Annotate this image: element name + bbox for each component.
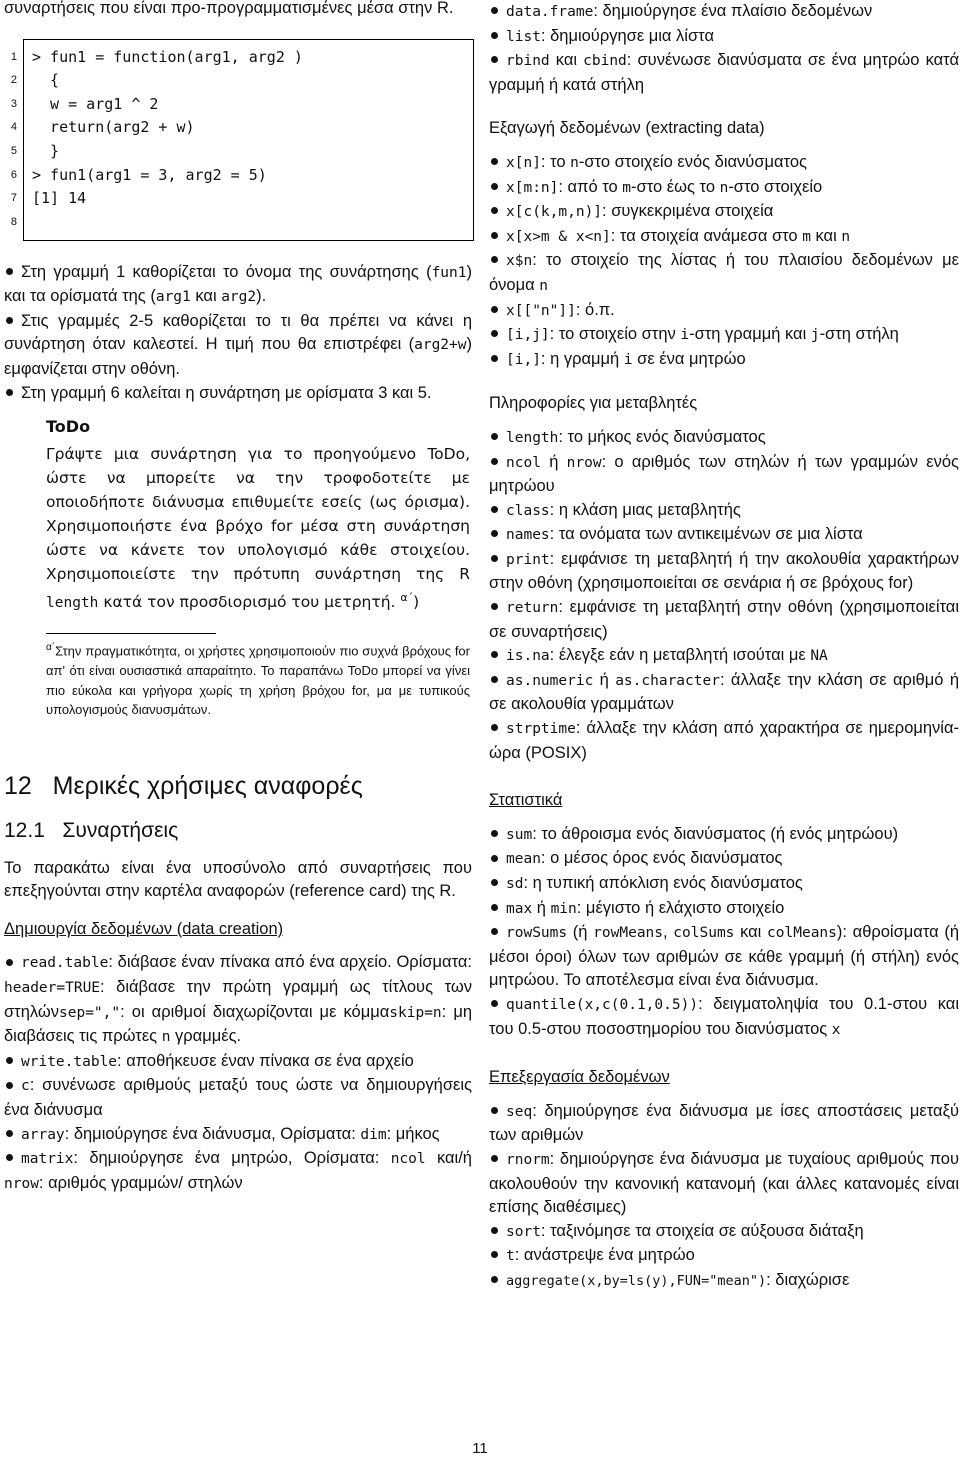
extract-list bbox=[489, 151, 959, 372]
list-item: x$n: το στοιχείο της λίστας ή του πλαισίου δεδομένων με όνομα n bbox=[489, 251, 959, 294]
creation-list-continued bbox=[489, 0, 959, 97]
line-number: 4 bbox=[10, 121, 17, 134]
creation-list bbox=[4, 951, 472, 1196]
list-item: list: δημιούργησε μια λίστα bbox=[489, 25, 959, 50]
right-column bbox=[489, 0, 959, 1294]
left-column bbox=[4, 0, 472, 1196]
list-item: ncol ή nrow: ο αριθμός των στηλών ή των γραμμών ενός μητρώου bbox=[489, 452, 959, 496]
line-number: 1 bbox=[10, 50, 17, 63]
code-line: w = arg1 ^ 2 bbox=[32, 94, 159, 113]
code-line: } bbox=[32, 141, 60, 160]
section-title: 12 Μερικές χρήσιμες αναφορές bbox=[4, 771, 363, 800]
list-item: strptime: άλλαξε την κλάση από χαρακτήρα σε ημερομηνία-ώρα (POSIX) bbox=[489, 719, 959, 762]
list-item: rowSums (ή rowMeans, colSums και colMeans): αθροίσματα (ή μέσοι όροι) όλων των αριθμών σε κάθε γραμμή (ή στήλη) ενός μητρώου. Το αποτέλεσμα είναι ένα διάνυσμα. bbox=[489, 923, 960, 990]
list-item: Στις γραμμές 2-5 καθορίζεται το τι θα πρέπει να κάνει η συνάρτηση όταν καλεστεί. Η τιμή που θα επιστρέφει (arg2+w) εμφανίζεται στην οθόνη. bbox=[4, 311, 472, 378]
todo-title: ToDo bbox=[46, 417, 91, 437]
line-number: 7 bbox=[10, 192, 17, 205]
list-item: return: εμφάνισε τη μεταβλητή στην οθόνη (χρησιμοποιείται σε συναρτήσεις) bbox=[489, 598, 959, 641]
line-number: 3 bbox=[10, 97, 17, 110]
list-item: x[x>m & x<n]: τα στοιχεία ανάμεσα στο m και n bbox=[489, 225, 959, 250]
list-item: matrix: δημιούργησε ένα μητρώο, Ορίσματα: ncol και/ή nrow: αριθμός γραμμών/ στηλών bbox=[4, 1149, 472, 1192]
code-line: [1] 14 bbox=[32, 189, 87, 208]
list-item: x[["n"]]: ό.π. bbox=[489, 299, 959, 324]
list-item: Στη γραμμή 1 καθορίζεται το όνομα της συνάρτησης (fun1) και τα ορίσματά της (arg1 και arg2). bbox=[4, 262, 472, 306]
creation-heading: Δημιουργία δεδομένων (data creation) bbox=[4, 919, 284, 938]
line-number: 5 bbox=[10, 144, 17, 157]
list-item: t: ανάστρεψε ένα μητρώο bbox=[489, 1244, 959, 1269]
processing-list bbox=[489, 1100, 959, 1294]
info-list bbox=[489, 426, 959, 765]
list-item: mean: ο μέσος όρος ενός διανύσματος bbox=[489, 847, 959, 872]
intro-text: συναρτήσεις που είναι προ-προγραμματισμένες μέσα στην R. bbox=[4, 0, 454, 17]
list-item: write.table: αποθήκευσε έναν πίνακα σε ένα αρχείο bbox=[4, 1050, 472, 1075]
list-item: rbind και cbind: συνένωσε διανύσματα σε ένα μητρώο κατά γραμμή ή κατά στήλη bbox=[489, 51, 960, 94]
list-item: rnorm: δημιούργησε ένα διάνυσμα με τυχαίους αριθμούς που ακολουθούν την κανονική κατανομή (και άλλες κατανομές είναι επίσης διαθέσιμες) bbox=[489, 1149, 959, 1217]
list-item: length: το μήκος ενός διανύσματος bbox=[489, 426, 959, 451]
processing-heading: Επεξεργασία δεδομένων bbox=[489, 1068, 670, 1087]
line-number: 6 bbox=[10, 168, 17, 181]
list-item: sd: η τυπική απόκλιση ενός διανύσματος bbox=[489, 872, 959, 897]
list-item: [i,]: η γραμμή i σε ένα μητρώο bbox=[489, 348, 959, 373]
list-item: as.numeric ή as.character: άλλαξε την κλάση σε αριθμό ή σε ακολουθία γραμμάτων bbox=[489, 670, 959, 714]
list-item: x[c(k,m,n)]: συγκεκριμένα στοιχεία bbox=[489, 200, 959, 225]
list-item: is.na: έλεγξε εάν η μεταβλητή ισούται με NA bbox=[489, 644, 959, 669]
code-line: > fun1 = function(arg1, arg2 ) bbox=[32, 47, 303, 66]
list-item: [i,j]: το στοιχείο στην i-στη γραμμή και j-στη στήλη bbox=[489, 323, 959, 348]
code-explanation-list bbox=[4, 261, 472, 406]
list-item: data.frame: δημιούργησε ένα πλαίσιο δεδομένων bbox=[489, 0, 959, 25]
subsection-intro: Το παρακάτω είναι ένα υποσύνολο από συναρτήσεις που επεξηγούνται στην καρτέλα αναφορών (reference card) της R. bbox=[4, 858, 472, 901]
list-item: x[n]: το n-στο στοιχείο ενός διανύσματος bbox=[489, 151, 959, 176]
list-item: array: δημιούργησε ένα διάνυσμα, Ορίσματα: dim: μήκος bbox=[4, 1123, 472, 1148]
list-item: read.table: διάβασε έναν πίνακα από ένα αρχείο. Ορίσματα: header=TRUE: διάβασε την πρώτη γραμμή ως τίτλους των στηλώνsep=",": οι αριθμοί διαχωρίζονται με κόμμαskip=n: μη διαβάσεις τις πρώτες n γραμμές. bbox=[4, 953, 473, 1046]
page-number: 11 bbox=[472, 1440, 488, 1457]
list-item: c: συνένωσε αριθμούς μεταξύ τους ώστε να δημιουργήσεις ένα διάνυσμα bbox=[4, 1076, 472, 1119]
info-heading: Πληροφορίες για μεταβλητές bbox=[489, 394, 698, 413]
list-item: class: η κλάση μιας μεταβλητής bbox=[489, 499, 959, 524]
list-item: print: εμφάνισε τη μεταβλητή ή την ακολουθία χαρακτήρων στην οθόνη (χρησιμοποιείται σε σενάρια ή σε βρόχους for) bbox=[489, 549, 959, 593]
list-item: sort: ταξινόμησε τα στοιχεία σε αύξουσα διάταξη bbox=[489, 1220, 959, 1245]
line-number: 2 bbox=[10, 74, 17, 87]
footnote: $^{\alpha΄}$Στην πραγματικότητα, οι χρήστες χρησιμοποιούν πιο συχνά βρόχους for απ' ότι είναι ουσιαστικά απαραίτητο. Το παραπάνω ToDo μπορεί να γίνει πιο εύκολα και γρήγορα χωρίς τη χρήση βρόχου for, μα με τυπικούς υπολογισμούς διανυσμάτων. bbox=[46, 642, 470, 718]
list-item: aggregate(x,by=ls(y),FUN="mean"): διαχώρισε bbox=[489, 1269, 959, 1294]
todo-body: Γράψτε μια συνάρτηση για το προηγούμενο ToDo, ώστε να μπορείτε να την τροφοδοτείτε με οποιοδήποτε διάνυσμα επιθυμείτε εσείς (ως όρισμα). Χρησιμοποιήστε ένα βρόχο for μέσα στη συνάρτηση ώστε να κάνετε τον υπολογισμό κάθε στοιχείου. Χρησιμοποιείστε την πρότυπη συνάρτηση της R length κατά τον προσδιορισμό του μετρητή. $^{\alpha΄}$) bbox=[46, 445, 470, 612]
list-item: seq: δημιούργησε ένα διάνυσμα με ίσες αποστάσεις μεταξύ των αριθμών bbox=[489, 1101, 959, 1145]
code-line: > fun1(arg1 = 3, arg2 = 5) bbox=[32, 165, 267, 184]
stats-list bbox=[489, 823, 959, 1042]
list-item: Στη γραμμή 6 καλείται η συνάρτηση με ορίσματα 3 και 5. bbox=[4, 382, 472, 406]
list-item: x[m:n]: από το m-στο έως το n-στο στοιχείο bbox=[489, 176, 959, 201]
code-line: { bbox=[32, 71, 60, 90]
stats-heading: Στατιστικά bbox=[489, 791, 563, 810]
list-item: max ή min: μέγιστο ή ελάχιστο στοιχείο bbox=[489, 897, 959, 922]
subsection-title: 12.1 Συναρτήσεις bbox=[4, 818, 179, 842]
code-line: return(arg2 + w) bbox=[32, 118, 195, 137]
list-item: quantile(x,c(0.1,0.5)): δειγματοληψία του 0.1-στου και του 0.5-στου ποσοστημορίου του διανύσματος x bbox=[489, 994, 959, 1038]
list-item: sum: το άθροισμα ενός διανύσματος (ή ενός μητρώου) bbox=[489, 823, 959, 848]
extract-heading: Εξαγωγή δεδομένων (extracting data) bbox=[489, 119, 765, 138]
code-listing bbox=[10, 39, 474, 241]
footnote-rule bbox=[46, 633, 216, 634]
list-item: names: τα ονόματα των αντικειμένων σε μια λίστα bbox=[489, 523, 959, 548]
line-number: 8 bbox=[10, 215, 17, 228]
